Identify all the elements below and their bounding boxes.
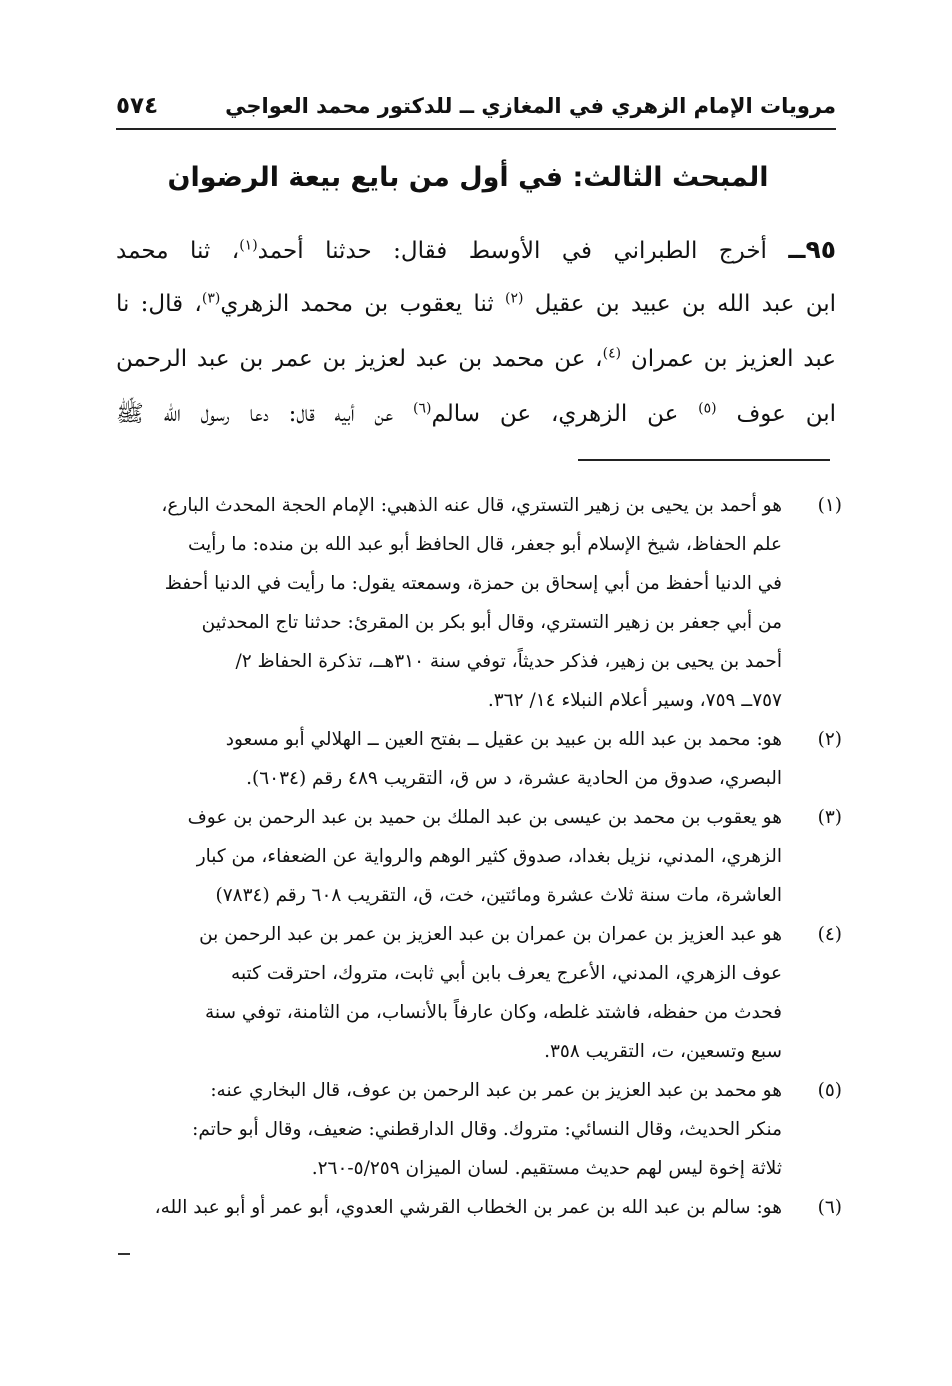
hadith-number: ٩٥ــ bbox=[788, 235, 837, 264]
footnote-number: (٦) bbox=[817, 1197, 842, 1218]
page-number: ٥٧٤ bbox=[116, 93, 159, 119]
footnote-line: هو: سالم بن عبد الله بن عمر بن الخطاب القرشي العدوي، أبو عمر أو أبو عبد الله، bbox=[154, 1197, 782, 1218]
footnote-line: علم الحفاظ، شيخ الإسلام أبو جعفر، قال الحافظ أبو عبد الله بن منده: ما رأيت bbox=[187, 534, 782, 555]
footnote-line: هو يعقوب بن محمد بن عيسى بن عبد الملك بن حميد بن عبد الرحمن بن عوف bbox=[187, 807, 782, 828]
header-title: مرويات الإمام الزهري في المغازي ــ للدكتور محمد العواجي bbox=[225, 94, 836, 118]
footnote-ref: (٣) bbox=[201, 290, 221, 307]
footnote-line: هو: محمد بن عبد الله بن عبيد بن عقيل ــ بفتح العين ــ الهلالي أبو مسعود bbox=[225, 729, 782, 750]
footnote-line: هو عبد العزيز بن عمران بن عمران بن عبد العزيز بن عمر بن عبد الرحمن بن bbox=[199, 924, 782, 945]
footnote-ref: (٤) bbox=[602, 345, 622, 362]
footnote-number: (٥) bbox=[817, 1080, 842, 1101]
footnote-3 bbox=[116, 798, 842, 915]
footnote-line: البصري، صدوق من الحادية عشرة، د س ق، التقريب ٤٨٩ رقم (٦٠٣٤). bbox=[246, 768, 782, 789]
footnote-6 bbox=[116, 1188, 842, 1227]
section-title: المبحث الثالث: في أول من بايع بيعة الرضوان bbox=[167, 162, 769, 193]
footnote-ref: (٢) bbox=[505, 290, 524, 307]
footnote-line: الزهري، المدني، نزيل بغداد، صدوق كثير الوهم والرواية عن الضعفاء، من كبار bbox=[196, 846, 782, 867]
footnote-line: عوف الزهري، المدني، الأعرج يعرف بابن أبي ثابت، متروك، احترقت كتبه bbox=[231, 963, 782, 984]
footnote-ref: (١) bbox=[239, 237, 258, 254]
hadith-line: ابن عوف $^{(٥)}$ عن الزهري، عن سالم$^{(٦)}$ عن أبيه قال: دعا رسول الله ﷺ bbox=[116, 400, 837, 427]
footnote-line: سبع وتسعين، ت، التقريب ٣٥٨. bbox=[544, 1041, 782, 1062]
footnote-2 bbox=[116, 720, 842, 798]
footnote-separator bbox=[578, 459, 830, 461]
footnote-number: (٢) bbox=[817, 729, 842, 750]
footnote-4 bbox=[116, 915, 842, 1071]
continuation-mark bbox=[118, 1253, 130, 1255]
footnote-line: العاشرة، مات سنة ثلاث عشرة ومائتين، خت، ق، التقريب ٦٠٨ رقم (٧٨٣٤) bbox=[215, 885, 782, 906]
footnote-line: من أبي جعفر بن زهير التستري، وقال أبو بكر بن المقرئ: حدثنا تاج المحدثين bbox=[201, 612, 782, 633]
footnote-number: (٤) bbox=[817, 924, 842, 945]
footnotes bbox=[116, 486, 842, 1227]
footnote-1 bbox=[116, 486, 842, 720]
running-header bbox=[116, 88, 836, 130]
hadith-line: ٩٥ــ أخرج الطبراني في الأوسط فقال: حدثنا أحمد$^{(١)}$، ثنا محمد bbox=[116, 235, 837, 264]
footnote-line: ٧٥٧ــ ٧٥٩، وسير أعلام النبلاء ١٤/ ٣٦٢. bbox=[487, 690, 782, 711]
footnote-number: (١) bbox=[817, 495, 842, 516]
footnote-ref: (٦) bbox=[413, 400, 432, 417]
hadith-line: عبد العزيز بن عمران $^{(٤)}$، عن محمد بن عبد لعزيز بن عمر بن عبد الرحمن bbox=[116, 345, 836, 372]
footnote-line: هو محمد بن عبد العزيز بن عمر بن عبد الرحمن بن عوف، قال البخاري عنه: bbox=[210, 1080, 782, 1101]
hadith-text bbox=[116, 222, 836, 442]
footnote-line: هو أحمد بن يحيى بن زهير التستري، قال عنه الذهبي: الإمام الحجة المحدث البارع، bbox=[161, 495, 782, 516]
footnote-ref: (٥) bbox=[698, 400, 717, 417]
footnote-5 bbox=[116, 1071, 842, 1188]
footnote-line: فحدث من حفظه، فاشتد غلطه، وكان عارفاً بالأنساب، من الثامنة، توفي سنة bbox=[205, 1002, 782, 1023]
footnote-line: أحمد بن يحيى بن زهير، فذكر حديثاً، توفي سنة ٣١٠هــ، تذكرة الحفاظ ٢/ bbox=[235, 651, 782, 672]
hadith-line: ابن عبد الله بن عبيد بن عقيل $^{(٢)}$ ثنا يعقوب بن محمد الزهري$^{(٣)}$، قال: نا bbox=[116, 290, 836, 317]
footnote-line: ثلاثة إخوة ليس لهم حديث مستقيم. لسان الميزان ٥/٢٥٩-٢٦٠. bbox=[311, 1158, 782, 1179]
footnote-line: منكر الحديث، وقال النسائي: متروك. وقال الدارقطني: ضعيف، وقال أبو حاتم: bbox=[192, 1119, 782, 1140]
footnote-line: في الدنيا أحفظ من أبي إسحاق بن حمزة، وسمعته يقول: ما رأيت في الدنيا أحفظ bbox=[164, 573, 782, 594]
footnote-number: (٣) bbox=[817, 807, 842, 828]
